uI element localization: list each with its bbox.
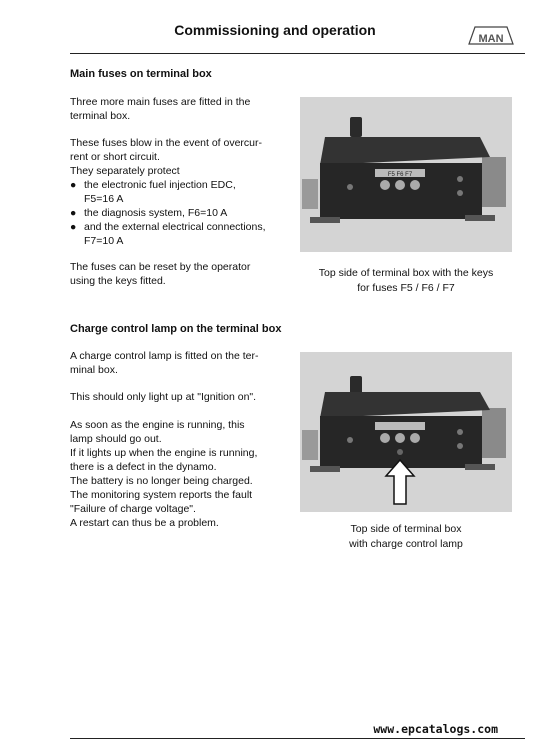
footer-url: www.epcatalogs.com (373, 722, 498, 736)
text-line: This should only light up at "Ignition on". (70, 391, 257, 403)
figure-caption (300, 266, 512, 296)
text-line: If it lights up when the engine is running, (70, 447, 258, 459)
bullet-icon: ● (70, 207, 77, 219)
list-item (70, 220, 300, 248)
caption-line: with charge control lamp (349, 538, 463, 550)
paragraph (70, 390, 285, 404)
text-line: lamp should go out. (70, 433, 162, 445)
paragraph (70, 136, 285, 178)
page-title: Commissioning and operation (174, 22, 376, 38)
logo-text: MAN (478, 33, 504, 45)
list-item (70, 206, 300, 220)
paragraph (70, 95, 285, 123)
text-line: F5=16 A (84, 193, 124, 205)
text-line: minal box. (70, 364, 118, 376)
text-line: These fuses blow in the event of overcur- (70, 137, 263, 149)
text-line: F7=10 A (84, 235, 124, 247)
paragraph (70, 349, 285, 377)
bullet-icon: ● (70, 221, 77, 233)
section-heading-main-fuses: Main fuses on terminal box (70, 68, 212, 80)
header-rule (70, 53, 525, 54)
bullet-list (70, 178, 300, 248)
text-line: terminal box. (70, 110, 131, 122)
text-line: "Failure of charge voltage". (70, 503, 196, 515)
caption-line: Top side of terminal box (350, 523, 462, 535)
text-line: the diagnosis system, F6=10 A (84, 207, 228, 219)
paragraph (70, 260, 285, 288)
text-line: the electronic fuel injection EDC, (84, 179, 236, 191)
terminal-box-photo-lamp (300, 352, 512, 512)
text-line: there is a defect in the dynamo. (70, 461, 217, 473)
footer-rule (70, 738, 525, 739)
man-logo (465, 24, 517, 48)
text-line: The fuses can be reset by the operator (70, 261, 251, 273)
text-line: rent or short circuit. (70, 151, 160, 163)
figure-caption (300, 522, 512, 552)
text-line: As soon as the engine is running, this (70, 419, 245, 431)
text-line: A charge control lamp is fitted on the ter- (70, 350, 259, 362)
section-heading-charge-lamp: Charge control lamp on the terminal box (70, 323, 282, 335)
paragraph (70, 418, 285, 530)
text-line: using the keys fitted. (70, 275, 166, 287)
text-line: and the external electrical connections, (84, 221, 266, 233)
text-line: The monitoring system reports the fault (70, 489, 253, 501)
text-line: The battery is no longer being charged. (70, 475, 253, 487)
text-line: A restart can thus be a problem. (70, 517, 219, 529)
text-line: Three more main fuses are fitted in the (70, 96, 251, 108)
caption-line: for fuses F5 / F6 / F7 (357, 282, 455, 294)
list-item (70, 178, 300, 206)
terminal-box-photo-keys (300, 97, 512, 252)
fuse-labels: F5 F6 F7 (387, 172, 413, 178)
bullet-icon: ● (70, 179, 77, 191)
caption-line: Top side of terminal box with the keys (318, 267, 494, 279)
text-line: They separately protect (70, 165, 180, 177)
